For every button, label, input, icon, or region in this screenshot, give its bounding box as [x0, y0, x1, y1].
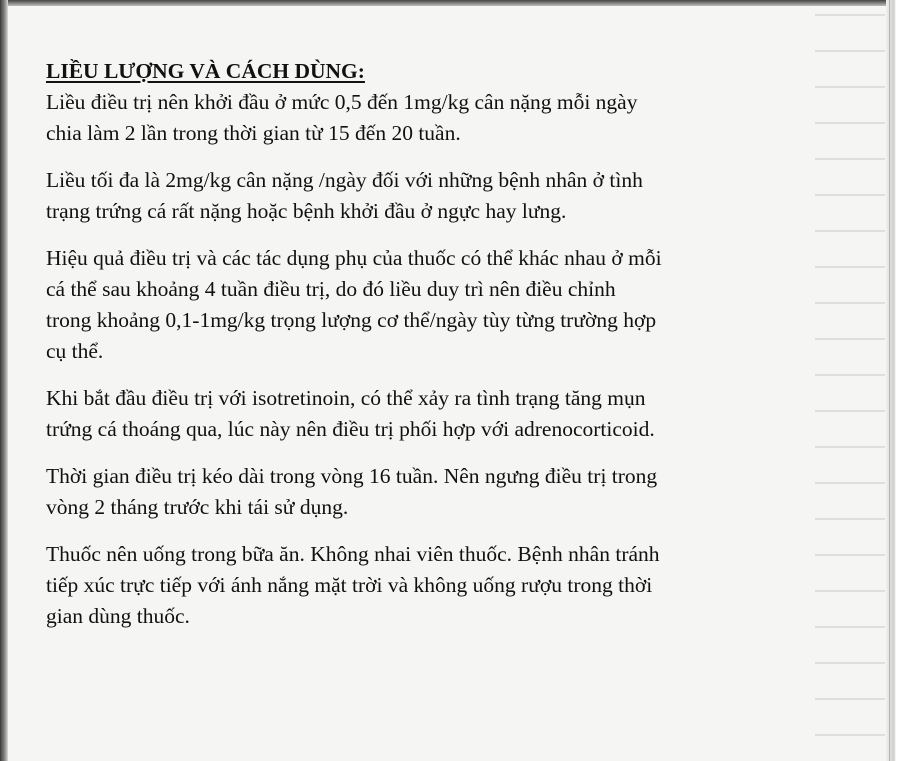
text-line: chia làm 2 lần trong thời gian từ 15 đến 20 tuần. [46, 121, 461, 145]
section-heading: LIỀU LƯỢNG VÀ CÁCH DÙNG: [46, 59, 365, 83]
dosage-section [46, 56, 846, 648]
text-line: tiếp xúc trực tiếp với ánh nắng mặt trời và không uống rượu trong thời [46, 573, 653, 597]
text-line: gian dùng thuốc. [46, 604, 190, 628]
text-line: vòng 2 tháng trước khi tái sử dụng. [46, 495, 349, 519]
page-edge-left [0, 0, 8, 761]
paragraph-duration [46, 461, 846, 523]
paragraph-initial-dose [46, 87, 846, 149]
text-line: Khi bắt đầu điều trị với isotretinoin, có thể xảy ra tình trạng tăng mụn [46, 386, 646, 410]
text-line: Thuốc nên uống trong bữa ăn. Không nhai viên thuốc. Bệnh nhân tránh [46, 542, 660, 566]
text-line: trứng cá thoáng qua, lúc này nên điều trị phối hợp với adrenocorticoid. [46, 417, 655, 441]
fold-line [889, 0, 890, 761]
text-line: trong khoảng 0,1-1mg/kg trọng lượng cơ thể/ngày tùy từng trường hợp [46, 308, 657, 332]
paragraph-flare-warning [46, 383, 846, 445]
text-line: Hiệu quả điều trị và các tác dụng phụ của thuốc có thể khác nhau ở mỗi [46, 246, 662, 270]
paragraph-max-dose [46, 165, 846, 227]
text-line: cụ thể. [46, 339, 104, 363]
page-edge-top [0, 0, 900, 6]
text-line: Liều điều trị nên khởi đầu ở mức 0,5 đến 1mg/kg cân nặng mỗi ngày [46, 90, 638, 114]
paragraph-maintenance-dose [46, 243, 846, 367]
paragraph-administration [46, 539, 846, 632]
text-line: Thời gian điều trị kéo dài trong vòng 16 tuần. Nên ngưng điều trị trong [46, 464, 658, 488]
text-line: trạng trứng cá rất nặng hoặc bệnh khởi đầu ở ngực hay lưng. [46, 199, 567, 223]
text-line: Liều tối đa là 2mg/kg cân nặng /ngày đối với những bệnh nhân ở tình [46, 168, 643, 192]
text-line: cá thể sau khoảng 4 tuần điều trị, do đó liều duy trì nên điều chỉnh [46, 277, 616, 301]
